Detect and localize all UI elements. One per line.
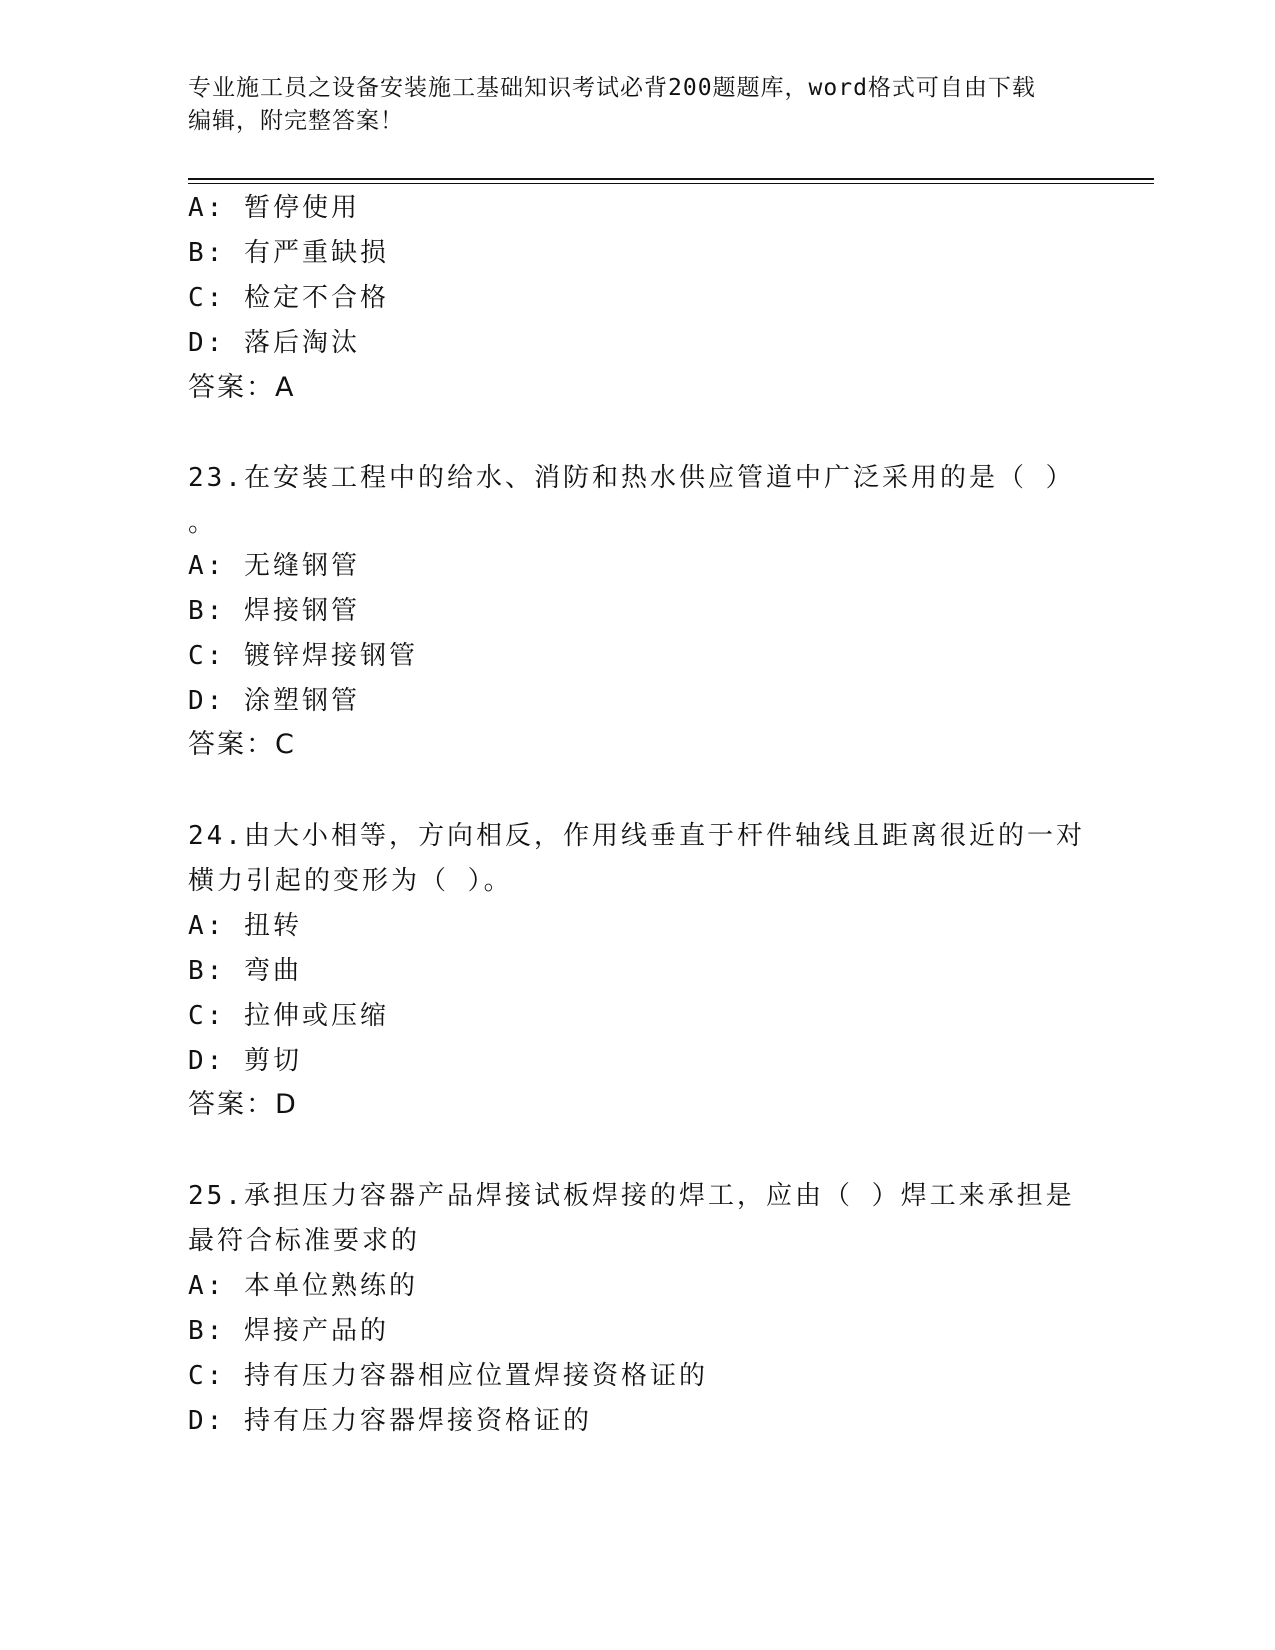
document-header xyxy=(188,72,1088,138)
q23-option-d: D: 涂塑钢管 xyxy=(188,686,360,716)
q22-option-c: C: 检定不合格 xyxy=(188,283,389,313)
header-rule-thick xyxy=(188,178,1154,180)
q23-option-a: A: 无缝钢管 xyxy=(188,551,360,581)
q25-option-c: C: 持有压力容器相应位置焊接资格证的 xyxy=(188,1361,708,1391)
q22-option-d: D: 落后淘汰 xyxy=(188,328,360,358)
q24-option-d: D: 剪切 xyxy=(188,1046,302,1076)
q23-answer: 答案：C xyxy=(188,729,296,760)
header-rule-thin xyxy=(188,183,1154,184)
q23-option-c: C: 镀锌焊接钢管 xyxy=(188,641,418,671)
q24-stem-line-1: 24.由大小相等，方向相反，作用线垂直于杆件轴线且距离很近的一对 xyxy=(188,821,1085,851)
q25-stem-line-1: 25.承担压力容器产品焊接试板焊接的焊工，应由（ ）焊工来承担是 xyxy=(188,1181,1075,1211)
q24-stem-line-2: 横力引起的变形为（ ）。 xyxy=(188,866,513,896)
q24-option-b: B: 弯曲 xyxy=(188,956,302,986)
q22-option-b: B: 有严重缺损 xyxy=(188,238,389,268)
q22-answer: 答案：A xyxy=(188,372,296,403)
q25-option-a: A: 本单位熟练的 xyxy=(188,1271,418,1301)
q25-option-d: D: 持有压力容器焊接资格证的 xyxy=(188,1406,592,1436)
q25-stem-line-2: 最符合标准要求的 xyxy=(188,1226,421,1256)
q25-option-b: B: 焊接产品的 xyxy=(188,1316,389,1346)
q24-option-c: C: 拉伸或压缩 xyxy=(188,1001,389,1031)
header-line-2: 编辑，附完整答案！ xyxy=(188,108,404,134)
q22-option-a: A: 暂停使用 xyxy=(188,193,360,223)
header-line-1: 专业施工员之设备安装施工基础知识考试必背200题题库，word格式可自由下载 xyxy=(188,75,1036,101)
q24-option-a: A: 扭转 xyxy=(188,911,302,941)
q23-option-b: B: 焊接钢管 xyxy=(188,596,360,626)
q24-answer: 答案：D xyxy=(188,1089,298,1120)
q23-stem-line-2: 。 xyxy=(188,508,218,538)
q23-stem-line-1: 23.在安装工程中的给水、消防和热水供应管道中广泛采用的是（ ） xyxy=(188,463,1075,493)
